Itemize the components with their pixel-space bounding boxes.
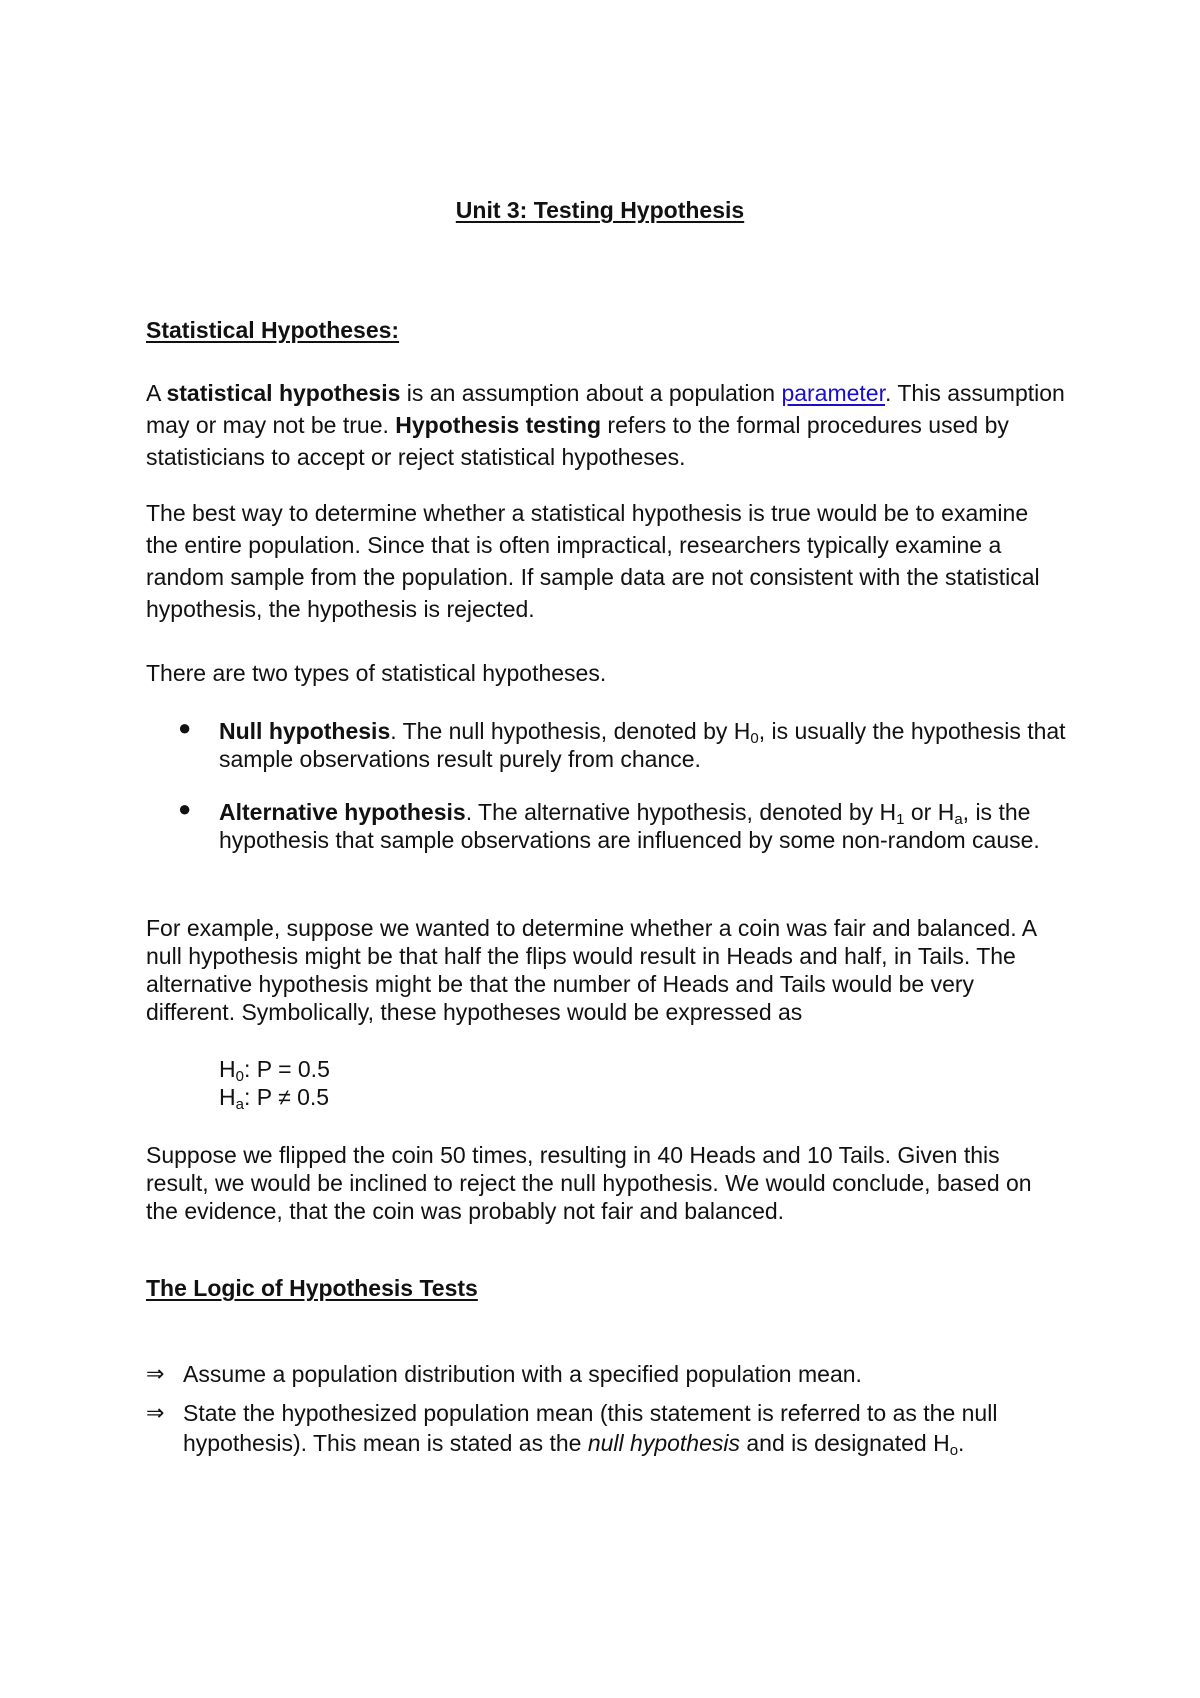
text-run: and is designated H [740,1430,950,1456]
arrow-icon: ⇒ [146,1400,165,1425]
section-heading-logic: The Logic of Hypothesis Tests [146,1275,478,1301]
logic-item-assume: Assume a population distribution with a specified population mean. [183,1361,862,1387]
text-run: . This assumption may or may not be true. [146,380,1065,438]
bullet-icon: ● [178,715,192,740]
paragraph-coin-result: Suppose we flipped the coin 50 times, resulting in 40 Heads and 10 Tails. Given this result, we would be inclined to reject the null hypothesis. We would conclude, based on the evidence, that the coin was probably not fair and balanced. [146,1142,1032,1224]
italic-null-hypothesis: null hypothesis [587,1430,740,1456]
page-title: Unit 3: Testing Hypothesis [455,197,745,223]
bullet-icon: ● [178,796,192,821]
section-heading-statistical-hypotheses: Statistical Hypotheses: [146,317,400,343]
term-statistical-hypothesis: statistical hypothesis [166,380,401,406]
term-alternative-hypothesis: Alternative hypothesis [219,799,466,825]
subscript: a [235,1096,244,1113]
subscript: 0 [235,1068,244,1085]
text-run: refers to the formal procedures used by statisticians to accept or reject statistical hypotheses. [146,412,1009,470]
text-run: A [146,380,167,406]
text-run: : P ≠ 0.5 [243,1084,330,1110]
paragraph-best-way: The best way to determine whether a statistical hypothesis is true would be to examine the entire population. Since that is often impractical, researchers typically examine a random sample from the population. If sample data are not consistent with the statistical hypothesis, the hypothesis is rejected. [146,500,1040,622]
logic-item-state [183,1398,1063,1458]
arrow-icon: ⇒ [146,1361,165,1386]
formula-alternative [219,1083,329,1111]
text-run: . The null hypothesis, denoted by H [390,718,751,744]
text-run: , is usually the hypothesis that sample observations result purely from chance. [219,718,1066,772]
term-null-hypothesis: Null hypothesis [219,718,391,744]
term-hypothesis-testing: Hypothesis testing [395,412,602,438]
text-run: H [219,1084,236,1110]
text-run: or H [904,799,955,825]
subscript: o [949,1442,959,1459]
paragraph-two-types: There are two types of statistical hypotheses. [146,660,607,686]
paragraph-definition [146,377,1066,473]
text-run: : P = 0.5 [243,1056,330,1082]
bullet-null-hypothesis [219,717,1069,773]
parameter-link[interactable]: parameter [781,380,885,406]
text-run: . [958,1430,965,1456]
subscript: a [954,811,963,828]
subscript: 1 [896,811,905,828]
bullet-alternative-hypothesis [219,798,1069,854]
text-run: . The alternative hypothesis, denoted by H [465,799,897,825]
paragraph-coin-example: For example, suppose we wanted to determine whether a coin was fair and balanced. A null hypothesis might be that half the flips would result in Heads and half, in Tails. The alternative hypothesis might be that the number of Heads and Tails would be very different. Symbolically, these hypotheses would be expressed as [146,915,1036,1025]
text-run: is an assumption about a population [400,380,782,406]
formula-null [219,1055,330,1083]
text-run: H [219,1056,236,1082]
text-run: , is the hypothesis that sample observations are influenced by some non-random cause. [219,799,1040,853]
text-run: State the hypothesized population mean (this statement is referred to as the null hypothesis). This mean is stated as the [183,1400,998,1456]
subscript: 0 [750,730,759,747]
